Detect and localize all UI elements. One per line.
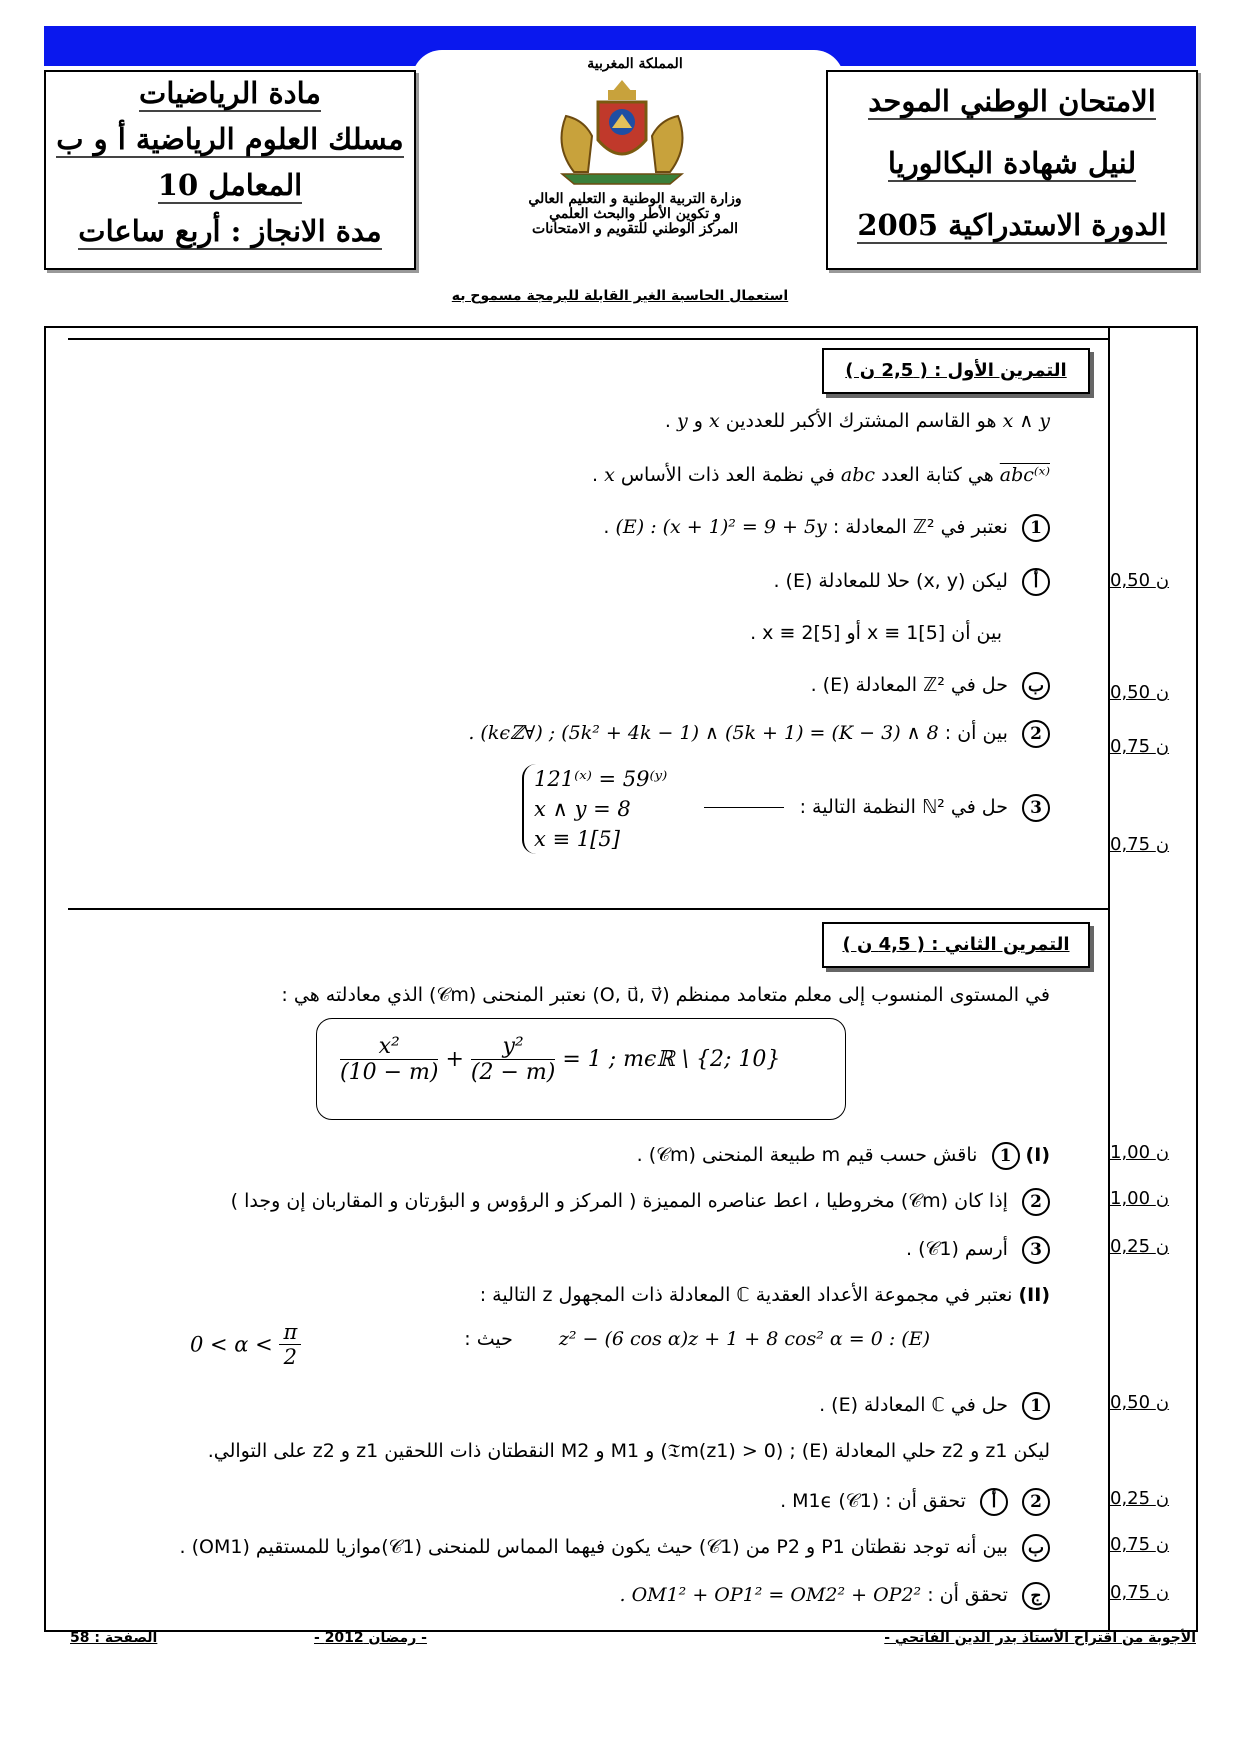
- footer-date: - رمضان 2012 -: [314, 1630, 427, 1646]
- base-definition: abc⁽ˣ⁾ هي كتابة العدد abc في نظمة العد ذات الأساس x .: [592, 464, 1050, 486]
- calculator-note: استعمال الحاسبة الغير القابلة للبرمجة مسموح به: [451, 288, 789, 304]
- system-of-equations: 121⁽ˣ⁾ = 59⁽ʸ⁾ x ∧ y = 8 x ≡ 1[5]: [522, 764, 667, 854]
- coat-of-arms-icon: [548, 76, 696, 188]
- question-3: 3 حل في ℕ² النظمة التالية :: [694, 794, 1050, 822]
- section-separator: [68, 908, 1108, 910]
- part-2-definition: ليكن z1 و z2 حلي المعادلة (E) ; (𝔗m(z1) > 0) و M1 و M2 النقطتان ذات اللحقين z1 و z2 على التوالي.: [207, 1440, 1050, 1462]
- exercise-1-title: التمرين الأول : ( 2,5 ن ): [822, 348, 1090, 394]
- subject-line: مادة الرياضيات: [139, 76, 321, 110]
- exercise-2-title: التمرين الثاني : ( 4,5 ن ): [822, 922, 1090, 968]
- angle-condition: 0 < α < $\frac{\pi}{2}$: [190, 1320, 301, 1369]
- points-label: 1,00 ن: [1110, 1142, 1170, 1163]
- subject-line: مسلك العلوم الرياضية أ و ب: [56, 122, 404, 156]
- question-1: 1 نعتبر في ℤ² المعادلة : (E) : (x + 1)² = 9 + 5y .: [603, 514, 1050, 542]
- exercise-2-questions: [60, 1142, 1050, 1622]
- exam-title-line: لنيل شهادة البكالوريا: [887, 146, 1137, 180]
- points-label: 0,50 ن: [1110, 570, 1170, 591]
- page-footer: [44, 1630, 1196, 1654]
- question-1b: ب حل في ℤ² المعادلة (E) .: [811, 672, 1050, 700]
- page-number: الصفحة : 58: [70, 1630, 158, 1646]
- intro-text: في المستوى المنسوب إلى معلم متعامد ممنظم (O, u⃗, v⃗) نعتبر المنحنى (𝒞m) الذي معادلته هي :: [281, 984, 1050, 1006]
- part-2-question-2c: ج تحقق أن : OM1² + OP1² = OM2² + OP2² .: [619, 1582, 1050, 1610]
- footer-author: الأجوبة من اقتراح الأستاذ بدر الدين الفاتحي -: [884, 1630, 1196, 1646]
- subject-line: مدة الانجاز : أربع ساعات: [78, 214, 382, 248]
- part-1-question-1: (I) 1 ناقش حسب قيم m طبيعة المنحنى (𝒞m) .: [637, 1142, 1050, 1170]
- points-column-divider: [1108, 326, 1110, 1630]
- points-label: 1,00 ن: [1110, 1188, 1170, 1209]
- points-label: 0,75 ن: [1110, 1582, 1170, 1603]
- section-separator: [68, 338, 1108, 340]
- subject-box: [44, 70, 416, 270]
- question-1a-statement: بين أن x ≡ 1[5] أو x ≡ 2[5] .: [750, 622, 1002, 644]
- points-label: 0,25 ن: [1110, 1236, 1170, 1257]
- country-name: المملكة المغربية: [587, 56, 683, 72]
- question-1a: أ ليكن (x, y) حلا للمعادلة (E) .: [773, 568, 1050, 596]
- part-2-intro: (II) نعتبر في مجموعة الأعداد العقدية ℂ المعادلة ذات المجهول z التالية :: [479, 1284, 1050, 1306]
- points-label: 0,75 ن: [1110, 834, 1170, 855]
- exam-title-box: [826, 70, 1198, 270]
- subject-line: المعامل 10: [157, 168, 303, 202]
- complex-equation: (E) : z² − (6 cos α)z + 1 + 8 cos² α = 0 حيث :: [464, 1328, 930, 1350]
- part-1-question-3: 3 أرسم (𝒞1) .: [906, 1236, 1050, 1264]
- exam-title-line: الامتحان الوطني الموحد: [868, 84, 1156, 118]
- gcd-definition: x ∧ y هو القاسم المشترك الأكبر للعددين x و y .: [664, 410, 1050, 432]
- part-2-question-1: 1 حل في ℂ المعادلة (E) .: [819, 1392, 1050, 1420]
- points-label: 0,75 ن: [1110, 736, 1170, 757]
- points-label: 0,25 ن: [1110, 1488, 1170, 1509]
- part-1-question-2: 2 إذا كان (𝒞m) مخروطيا ، اعط عناصره المميزة ( المركز و الرؤوس و البؤرتان و المقاربان إن وجدا ): [231, 1188, 1050, 1216]
- points-label: 0,50 ن: [1110, 682, 1170, 703]
- conic-equation: $\frac{\text{x²}}{(10 - m)}$ + $\frac{\text{y²}}{(2 - m)}$ = 1 ; mϵℝ \ {2; 10}: [340, 1034, 781, 1085]
- exercise-1-body: [60, 410, 1050, 850]
- points-label: 0,75 ن: [1110, 1534, 1170, 1555]
- part-2-question-2a: 2 أ تحقق أن : M1ϵ (𝒞1) .: [780, 1488, 1050, 1516]
- points-label: 0,50 ن: [1110, 1392, 1170, 1413]
- question-2: 2 بين أن : 8 ∧ (K − 3) = (5k + 1) ∧ (5k² + 4k − 1) ; (∀kϵℤ) .: [468, 720, 1050, 748]
- part-2-question-2b: ب بين أنه توجد نقطتان P1 و P2 من (𝒞1) حيث يكون فيهما المماس للمنحنى (𝒞1)موازيا للمستقيم (OM1) .: [180, 1534, 1051, 1562]
- ministry-name: وزارة التربية الوطنية و التعليم العالي و تكوين الأطر والبحث العلمي المركز الوطني للتقويم و الامتحانات: [528, 191, 742, 237]
- exam-title-line: الدورة الاستدراكية 2005: [857, 208, 1167, 242]
